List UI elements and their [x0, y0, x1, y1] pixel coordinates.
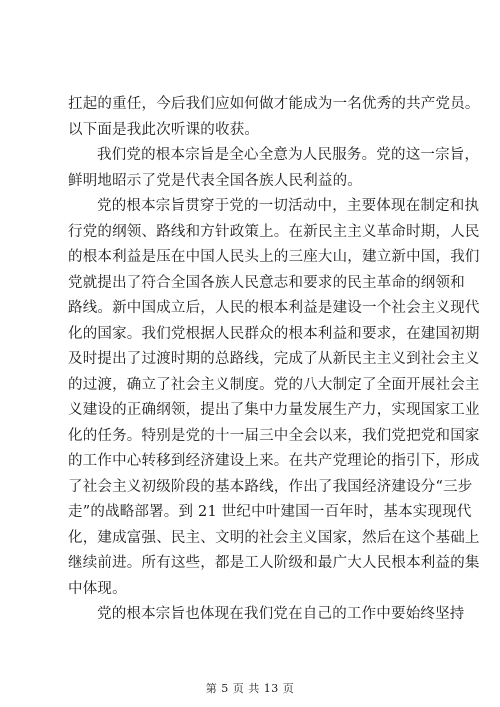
text-line: 鲜明地昭示了党是代表全国各族人民利益的。: [68, 172, 362, 189]
text-line: 义建设的正确纲领，提出了集中力量发展生产力，实现国家工业: [68, 402, 480, 418]
page-footer: 第 5 页 共 13 页: [205, 682, 295, 695]
text-line: 以下面是我此次听课的收获。: [68, 121, 260, 138]
text-line: 了社会主义初级阶段的基本路线，作出了我国经济建设分“三步: [68, 478, 473, 495]
text-line: 的根本利益是压在中国人民头上的三座大山，建立新中国，我们: [68, 249, 480, 265]
text-line: 扛起的重任，今后我们应如何做才能成为一名优秀的共产党员。: [68, 96, 480, 112]
text-line: 我们党的根本宗旨是全心全意为人民服务。党的这一宗旨，: [97, 147, 480, 163]
text-line: 行党的纲领、路线和方针政策上。在新民主主义革命时期，人民: [68, 223, 480, 240]
text-line: 路线。新中国成立后，人民的根本利益是建设一个社会主义现代: [68, 300, 480, 316]
text-line: 走”的战略部署。到 21 世纪中叶建国一百年时，基本实现现代: [68, 504, 472, 520]
text-line: 化的国家。我们党根据人民群众的根本利益和要求，在建国初期: [68, 325, 480, 342]
text-line: 党的根本宗旨也体现在我们党在自己的工作中要始终坚持: [97, 606, 465, 622]
text-line: 化的任务。特别是党的十一届三中全会以来，我们党把党和国家: [68, 427, 480, 444]
text-line: 的过渡，确立了社会主义制度。党的八大制定了全面开展社会主: [68, 376, 480, 393]
text-line: 党就提出了符合全国各族人民意志和要求的民主革命的纲领和: [68, 274, 465, 291]
text-line: 的工作中心转移到经济建设上来。在共产党理论的指引下，形成: [68, 453, 480, 469]
document-body: [68, 92, 480, 628]
text-line: 及时提出了过渡时期的总路线，完成了从新民主主义到社会主义: [68, 351, 480, 367]
text-line: 化，建成富强、民主、文明的社会主义国家，然后在这个基础上: [68, 529, 480, 546]
text-line: 中体现。: [68, 580, 127, 597]
text-line: 继续前进。所有这些，都是工人阶级和最广大人民根本利益的集: [68, 555, 480, 571]
text-line: 党的根本宗旨贯穿于党的一切活动中，主要体现在制定和执: [97, 198, 480, 214]
